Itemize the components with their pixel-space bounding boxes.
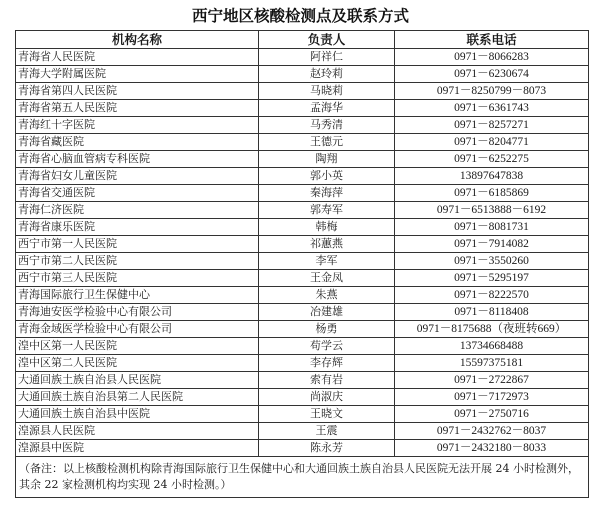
institution-cell: 青海省心脑血管病专科医院: [16, 151, 259, 168]
table-row: [16, 236, 589, 253]
institution-cell: 青海省第五人民医院: [16, 100, 259, 117]
table-row: [16, 202, 589, 219]
person-cell: 王震: [259, 423, 395, 440]
institution-cell: 青海大学附属医院: [16, 66, 259, 83]
table-row: [16, 168, 589, 185]
phone-cell: 0971－2750716: [395, 406, 589, 423]
table-row: [16, 117, 589, 134]
table-row: [16, 406, 589, 423]
phone-cell: 0971－3550260: [395, 253, 589, 270]
institution-cell: 湟中区第一人民医院: [16, 338, 259, 355]
phone-cell: 0971－8204771: [395, 134, 589, 151]
table-row: [16, 270, 589, 287]
institution-cell: 青海省藏医院: [16, 134, 259, 151]
person-cell: 冶建雄: [259, 304, 395, 321]
table-row: [16, 219, 589, 236]
person-cell: 赵玲莉: [259, 66, 395, 83]
table-row: [16, 287, 589, 304]
table-header-row: [16, 31, 589, 49]
phone-cell: 0971－5295197: [395, 270, 589, 287]
person-cell: 郭小英: [259, 168, 395, 185]
header-institution: 机构名称: [16, 31, 259, 49]
table-row: [16, 66, 589, 83]
person-cell: 苟学云: [259, 338, 395, 355]
table-row: [16, 338, 589, 355]
phone-cell: 0971－6230674: [395, 66, 589, 83]
person-cell: 李军: [259, 253, 395, 270]
note-text: （备注：以上核酸检测机构除青海国际旅行卫生保健中心和大通回族土族自治县人民医院无法开展 24 小时检测外，其余 22 家检测机构均实现 24 小时检测。）: [16, 457, 589, 498]
phone-cell: 0971－8250799－8073: [395, 83, 589, 100]
person-cell: 马晓莉: [259, 83, 395, 100]
person-cell: 孟海华: [259, 100, 395, 117]
table-row: [16, 372, 589, 389]
phone-cell: 0971－2432180－8033: [395, 440, 589, 457]
institution-cell: 湟中区第二人民医院: [16, 355, 259, 372]
phone-cell: 0971－8175688（夜班转669）: [395, 321, 589, 338]
table-row: [16, 321, 589, 338]
table-row: [16, 134, 589, 151]
phone-cell: 0971－8081731: [395, 219, 589, 236]
person-cell: 王晓文: [259, 406, 395, 423]
institution-cell: 青海省第四人民医院: [16, 83, 259, 100]
person-cell: 秦海萍: [259, 185, 395, 202]
table-row: [16, 185, 589, 202]
institution-cell: 湟源县人民医院: [16, 423, 259, 440]
phone-cell: 0971－8118408: [395, 304, 589, 321]
phone-cell: 13734668488: [395, 338, 589, 355]
person-cell: 尚淑庆: [259, 389, 395, 406]
table-row: [16, 423, 589, 440]
table-row: [16, 49, 589, 66]
phone-cell: 0971－7914082: [395, 236, 589, 253]
table-row: [16, 304, 589, 321]
header-phone: 联系电话: [395, 31, 589, 49]
person-cell: 祁蕙燕: [259, 236, 395, 253]
institution-cell: 青海迪安医学检验中心有限公司: [16, 304, 259, 321]
phone-cell: 0971－7172973: [395, 389, 589, 406]
person-cell: 马秀清: [259, 117, 395, 134]
phone-cell: 0971－8222570: [395, 287, 589, 304]
phone-cell: 0971－8066283: [395, 49, 589, 66]
institution-cell: 青海仁济医院: [16, 202, 259, 219]
table-row: [16, 151, 589, 168]
institution-cell: 西宁市第二人民医院: [16, 253, 259, 270]
table-row: [16, 389, 589, 406]
phone-cell: 0971－2722867: [395, 372, 589, 389]
table-row: [16, 83, 589, 100]
note-row: [16, 457, 589, 498]
institution-cell: 青海国际旅行卫生保健中心: [16, 287, 259, 304]
testing-sites-table: [15, 30, 589, 498]
person-cell: 王金凤: [259, 270, 395, 287]
institution-cell: 大通回族土族自治县第二人民医院: [16, 389, 259, 406]
phone-cell: 0971－2432762－8037: [395, 423, 589, 440]
person-cell: 王德元: [259, 134, 395, 151]
table-row: [16, 440, 589, 457]
institution-cell: 青海省人民医院: [16, 49, 259, 66]
institution-cell: 青海省康乐医院: [16, 219, 259, 236]
institution-cell: 青海金域医学检验中心有限公司: [16, 321, 259, 338]
phone-cell: 0971－8257271: [395, 117, 589, 134]
institution-cell: 湟源县中医院: [16, 440, 259, 457]
phone-cell: 15597375181: [395, 355, 589, 372]
person-cell: 陈永芳: [259, 440, 395, 457]
person-cell: 郭寿军: [259, 202, 395, 219]
institution-cell: 大通回族土族自治县中医院: [16, 406, 259, 423]
phone-cell: 0971－6513888－6192: [395, 202, 589, 219]
table-row: [16, 355, 589, 372]
institution-cell: 青海省妇女儿童医院: [16, 168, 259, 185]
table-row: [16, 100, 589, 117]
institution-cell: 西宁市第一人民医院: [16, 236, 259, 253]
person-cell: 朱燕: [259, 287, 395, 304]
person-cell: 李存辉: [259, 355, 395, 372]
phone-cell: 13897647838: [395, 168, 589, 185]
person-cell: 阿祥仁: [259, 49, 395, 66]
phone-cell: 0971－6361743: [395, 100, 589, 117]
person-cell: 索有岩: [259, 372, 395, 389]
institution-cell: 西宁市第三人民医院: [16, 270, 259, 287]
phone-cell: 0971－6252275: [395, 151, 589, 168]
table-row: [16, 253, 589, 270]
header-person-in-charge: 负责人: [259, 31, 395, 49]
institution-cell: 青海省交通医院: [16, 185, 259, 202]
person-cell: 杨勇: [259, 321, 395, 338]
institution-cell: 青海红十字医院: [16, 117, 259, 134]
page-title: 西宁地区核酸检测点及联系方式: [191, 7, 409, 25]
institution-cell: 大通回族土族自治县人民医院: [16, 372, 259, 389]
phone-cell: 0971－6185869: [395, 185, 589, 202]
person-cell: 陶翔: [259, 151, 395, 168]
person-cell: 韩梅: [259, 219, 395, 236]
